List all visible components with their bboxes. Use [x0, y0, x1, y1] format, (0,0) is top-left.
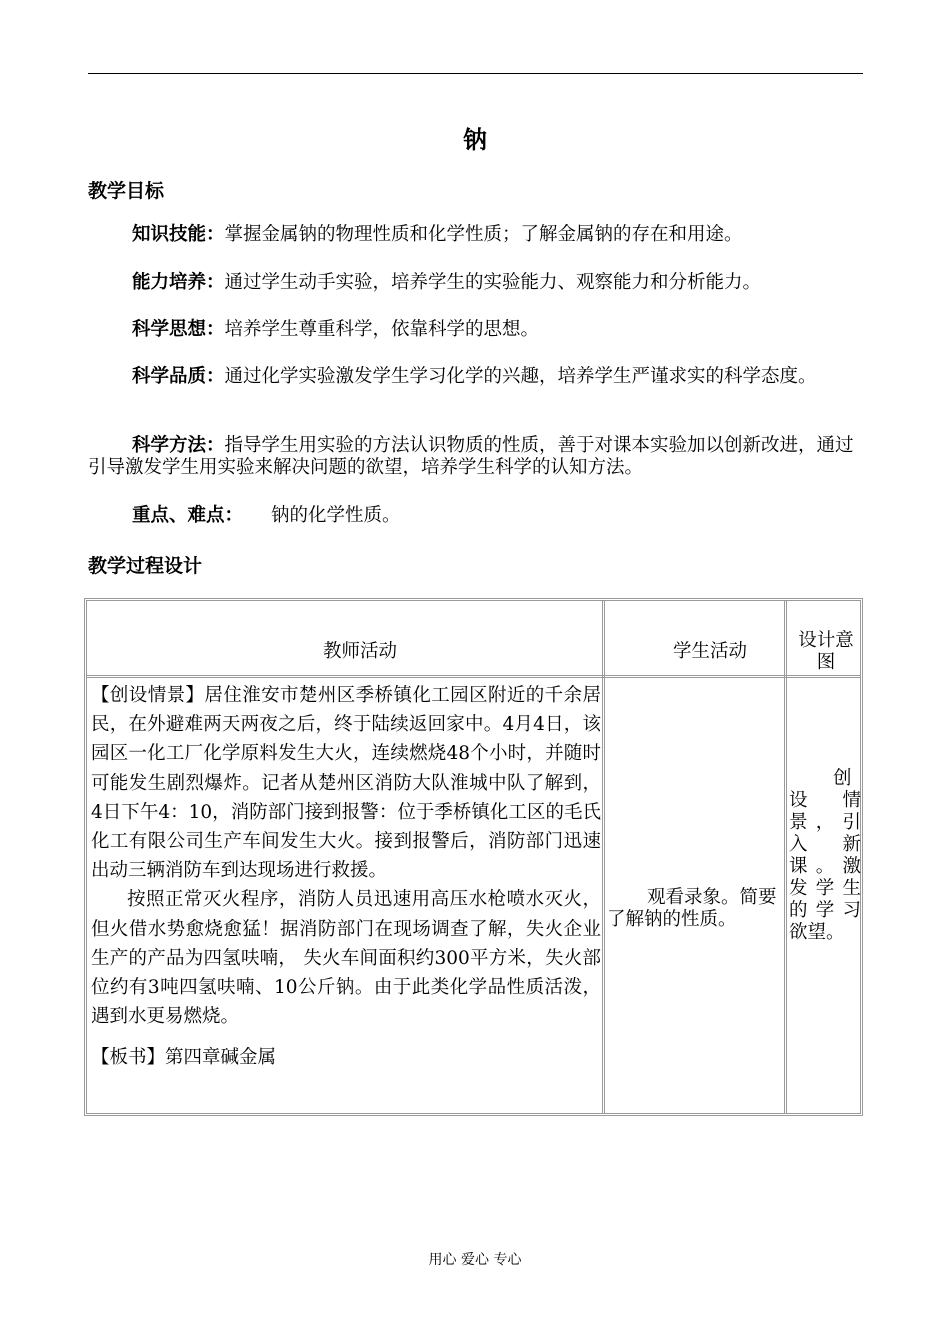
goal-value: 通过学生动手实验，培养学生的实验能力、观察能力和分析能力。 — [224, 272, 762, 293]
goal-label: 能力培养： — [132, 272, 225, 293]
page-title: 钠 — [463, 126, 487, 154]
key-difficult-label: 重点、难点： — [132, 505, 244, 526]
goals-heading: 教学目标 — [88, 180, 165, 202]
key-difficult — [88, 505, 863, 527]
goal-value: 通过化学实验激发学生学习化学的兴趣，培养学生严谨求实的科学态度。 — [224, 366, 817, 387]
header-teacher: 教师活动 — [323, 641, 398, 662]
goal-ability — [88, 272, 863, 294]
goal-label: 知识技能： — [132, 224, 225, 245]
header-intent: 设计意图 — [798, 630, 854, 673]
process-table — [84, 598, 863, 1116]
header-student: 学生活动 — [673, 641, 748, 662]
process-heading: 教学过程设计 — [88, 555, 203, 577]
goal-value: 指导学生用实验的方法认识物质的性质，善于对课本实验加以创新改进，通过引导激发学生用实验来解决问题的欲望，培养学生科学的认知方法。 — [88, 435, 854, 478]
goal-label: 科学思想： — [132, 319, 225, 340]
header-divider — [87, 675, 860, 678]
goal-label: 科学方法： — [132, 435, 225, 456]
goal-value: 掌握金属钠的物理性质和化学性质；了解金属钠的存在和用途。 — [224, 224, 743, 245]
goal-label: 科学品质： — [132, 366, 225, 387]
key-difficult-value: 钠的化学性质。 — [271, 505, 401, 526]
top-rule — [88, 73, 863, 74]
goal-thought — [88, 319, 863, 341]
goal-method — [88, 435, 863, 479]
page-footer: 用心 爱心 专心 — [428, 1252, 522, 1268]
teacher-activity — [91, 681, 601, 1073]
design-intent: 创设情景，引入新课。激发学生的学习欲望。 — [789, 768, 861, 943]
teacher-paragraph: 按照正常灭火程序，消防人员迅速用高压水枪喷水灭火，但火借水势愈烧愈猛！据消防部门在现场调查了解，失火企业生产的产品为四氢呋喃， 失火车间面积约300平方米，失火部位约有3吨四氢呋喃、10公斤钠。由于此类化学品性质活泼，遇到水更易燃烧。 — [91, 889, 601, 1028]
teacher-board: 【板书】第四章碱金属 — [91, 1047, 277, 1069]
goal-quality — [88, 366, 863, 388]
teacher-paragraph: 【创设情景】居住淮安市楚州区季桥镇化工园区附近的千余居民，在外避难两天两夜之后，终于陆续返回家中。4月4日，该园区一化工厂化学原料发生大火，连续燃烧48个小时，并随时可能发生剧烈爆炸。记者从楚州区消防大队淮城中队了解到，4日下午4：10，消防部门接到报警：位于季桥镇化工区的毛氏化工有限公司生产车间发生大火。接到报警后，消防部门迅速出动三辆消防车到达现场进行救援。 — [91, 685, 601, 882]
goal-knowledge — [88, 224, 863, 246]
goal-value: 培养学生尊重科学，依靠科学的思想。 — [224, 319, 540, 340]
student-activity: 观看录象。简要了解钠的性质。 — [607, 887, 777, 930]
